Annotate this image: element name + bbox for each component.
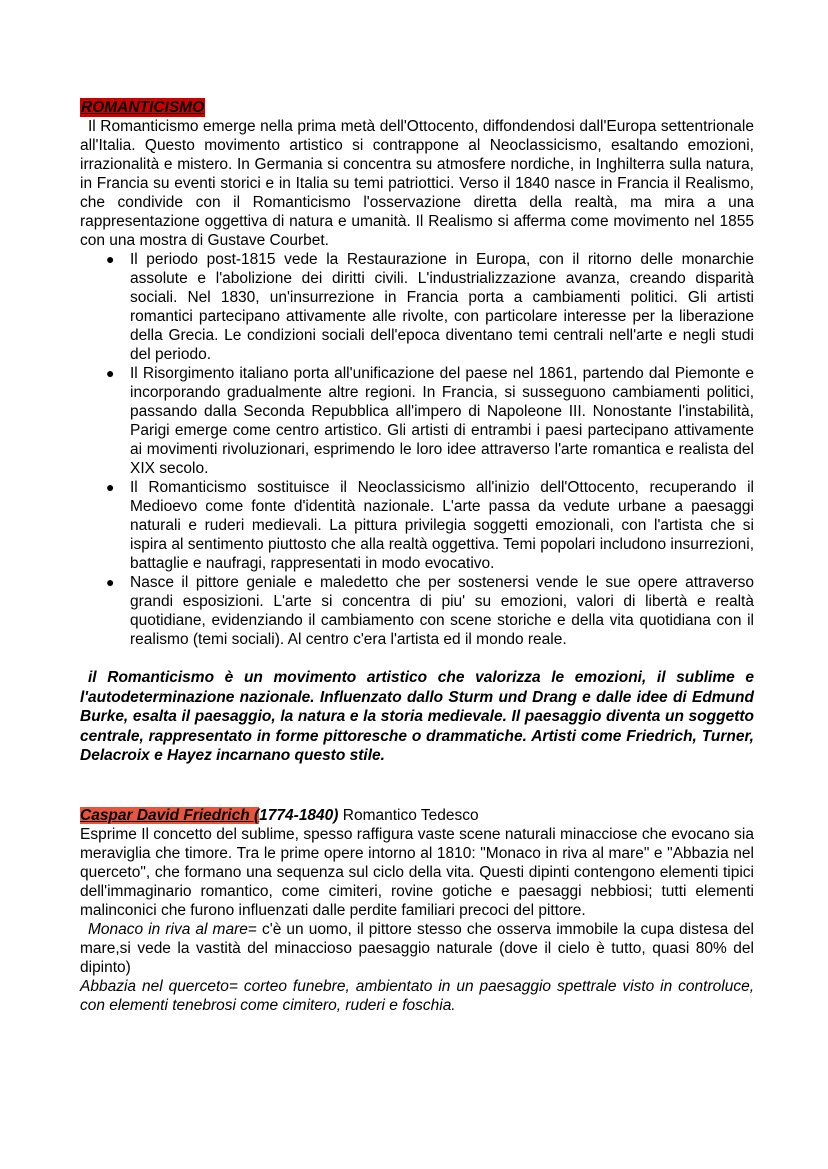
bullet-list (80, 250, 754, 649)
list-item-text: Il Romanticismo sostituisce il Neoclassicismo all'inizio dell'Ottocento, recuperando il Medioevo come fonte d'identità nazionale. L'arte passa da vedute urbane a paesaggi naturali e ruderi medievali. La pittura privilegia soggetti emozionali, con l'artista che si ispira al sentimento piuttosto che alla realtà oggettiva. Temi popolari includono insurrezioni, battaglie e naufragi, rappresentati in modo evocativo. (130, 479, 754, 572)
artist-label: Romantico Tedesco (338, 806, 479, 824)
artist-name: Caspar David Friedrich ( (80, 806, 260, 824)
list-item (80, 250, 754, 364)
monaco-paragraph (80, 920, 754, 977)
list-item (80, 573, 754, 649)
monaco-title: Monaco in riva al mare (88, 920, 248, 938)
list-item (80, 478, 754, 573)
abbazia-paragraph: Abbazia nel querceto= corteo funebre, ambientato in un paesaggio spettrale visto in controluce, con elementi tenebrosi come cimitero, ruderi e foschia. (80, 977, 754, 1014)
bullet-icon: ● (106, 365, 115, 381)
section-title: ROMANTICISMO (81, 99, 205, 116)
bullet-icon: ● (106, 574, 115, 590)
list-item-text: Nasce il pittore geniale e maledetto che per sostenersi vende le sue opere attraverso grandi esposizioni. L'arte si concentra di piu' su emozioni, valori di libertà e realtà quotidiane, evidenziando il cambiamento con scene storiche e della vita quotidiana con il realismo (temi sociali). Al centro c'era l'artista ed il mondo reale. (130, 574, 754, 648)
bullet-icon: ● (106, 251, 115, 267)
intro-paragraph: Il Romanticismo emerge nella prima metà dell'Ottocento, diffondendosi dall'Europa settentrionale all'Italia. Questo movimento artistico si contrappone al Neoclassicismo, esaltando emozioni, irrazionalità e mistero. In Germania si concentra su atmosfere nordiche, in Inghilterra sulla natura, in Francia su eventi storici e in Italia su temi patriottici. Verso il 1840 nasce in Francia il Realismo, che condivide con il Romanticismo l'osservazione diretta della realtà, ma mira a una rappresentazione oggettiva di natura e umanità. Il Realismo si afferma come movimento nel 1855 con una mostra di Gustave Courbet. (80, 118, 754, 249)
list-item-text: Il periodo post-1815 vede la Restaurazione in Europa, con il ritorno delle monarchie assolute e l'abolizione dei diritti civili. L'industrializzazione avanza, creando disparità sociali. Nel 1830, un'insurrezione in Francia porta a cambiamenti politici. Gli artisti romantici partecipano attivamente alle rivolte, con particolare interesse per la liberazione della Grecia. Le condizioni sociali dell'epoca diventano temi centrali nell'arte e negli studi del periodo. (130, 251, 754, 363)
artist-heading (80, 806, 754, 825)
list-item (80, 364, 754, 478)
summary-paragraph: il Romanticismo è un movimento artistico che valorizza le emozioni, il sublime e l'autodeterminazione nazionale. Influenzato dallo Sturm und Drang e dalle idee di Edmund Burke, esalta il paesaggio, la natura e la storia medievale. Il paesaggio diventa un soggetto centrale, rappresentato in forme pittoresche o drammatiche. Artisti come Friedrich, Turner, Delacroix e Hayez incarnano questo stile. (80, 669, 754, 764)
artist-description: Esprime Il concetto del sublime, spesso raffigura vaste scene naturali minacciose che evocano sia meraviglia che timore. Tra le prime opere intorno al 1810: "Monaco in riva al mare" e "Abbazia nel querceto", che formano una sequenza sul ciclo della vita. Questi dipinti contengono elementi tipici dell'immaginario romantico, come cimiteri, rovine gotiche e paesaggi nebbiosi; tutti elementi malinconici che furono influenzati dalle perdite familiari precoci del pittore. (80, 825, 754, 919)
bullet-icon: ● (106, 479, 115, 495)
list-item-text: Il Risorgimento italiano porta all'unificazione del paese nel 1861, partendo dal Piemonte e incorporando gradualmente altre regioni. In Francia, si susseguono cambiamenti politici, passando dalla Seconda Repubblica all'impero di Napoleone III. Nonostante l'instabilità, Parigi emerge come centro artistico. Gli artisti di entrambi i paesi partecipano attivamente ai movimenti rivoluzionari, esprimendo le loro idee attraverso l'arte romantica e realista del XIX secolo. (130, 365, 754, 477)
section-friedrich (80, 806, 754, 1015)
section-romanticismo (80, 98, 754, 766)
monaco-text: = c'è un uomo, il pittore stesso che osserva immobile la cupa distesa del mare,si vede la vastità del minaccioso paesaggio naturale (dove il cielo è tutto, quasi 80% del dipinto) (80, 920, 754, 976)
artist-years: 1774-1840) (259, 806, 339, 824)
